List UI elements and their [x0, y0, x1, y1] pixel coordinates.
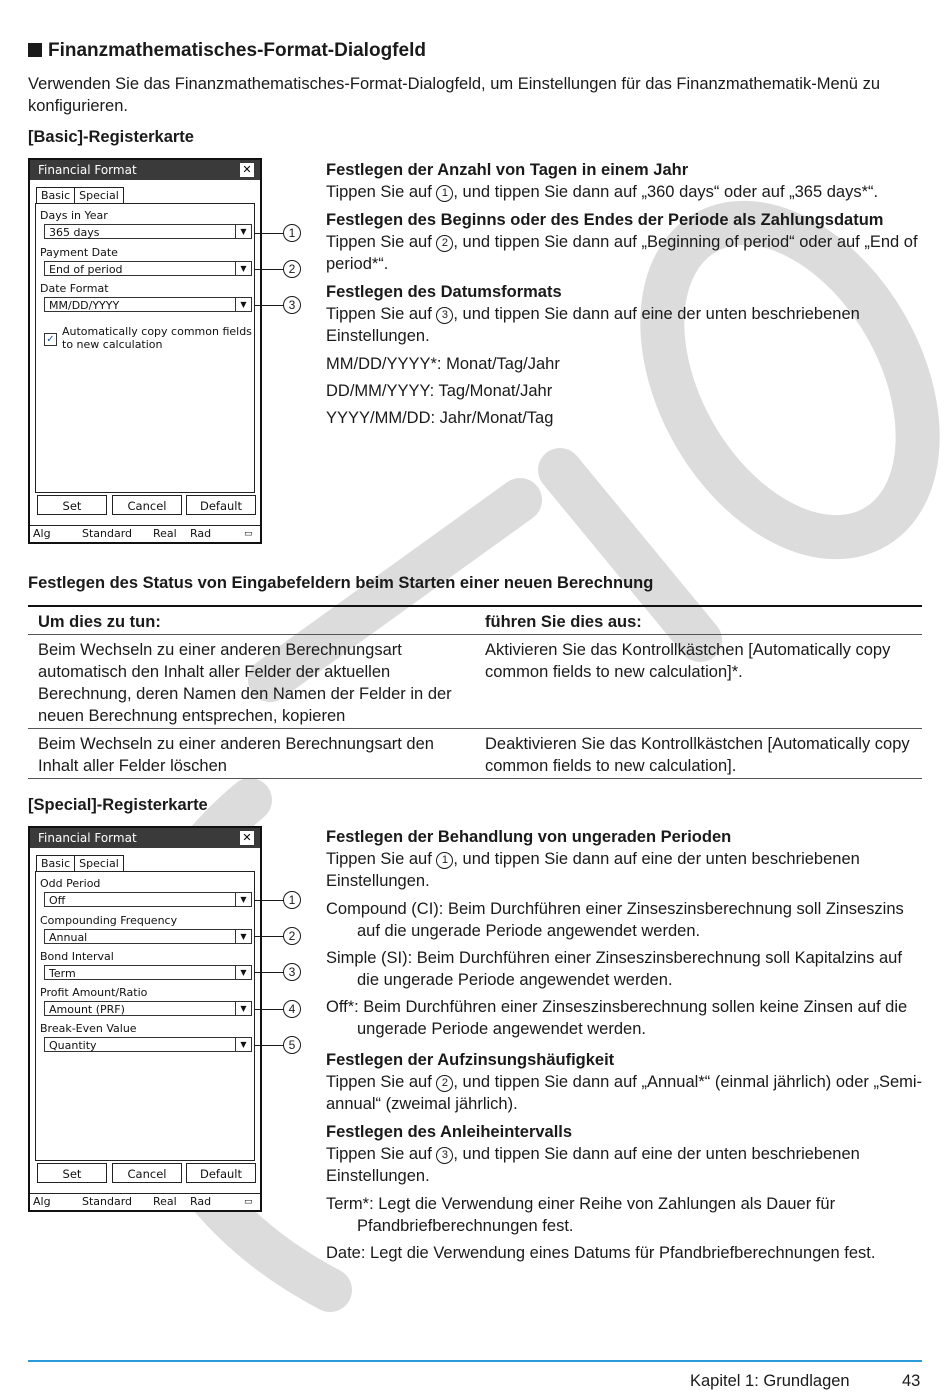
auto-copy-label: Automatically copy common fields to new calculation — [62, 325, 252, 351]
callout-3: 3 — [283, 296, 301, 314]
date-option: DD/MM/YYYY: Tag/Monat/Jahr — [326, 382, 553, 400]
window-titlebar: Financial Format ✕ — [30, 828, 260, 848]
status-heading: Festlegen des Status von Eingabefeldern beim Starten einer neuen Berechnung — [28, 574, 654, 592]
tab-special[interactable]: Special — [74, 187, 124, 203]
callout-5: 5 — [283, 1036, 301, 1054]
default-button[interactable]: Default — [186, 1163, 256, 1183]
profit-amount-select[interactable]: Amount (PRF) ▼ — [44, 1001, 252, 1016]
odd-option: Off*: Beim Durchführen einer Zinseszinsberechnung sollen keine Zinsen auf die ungerade Periode angewendet werden. — [326, 998, 908, 1038]
odd-option: Simple (SI): Beim Durchführen einer Zinseszinsberechnung soll Kapitalzins auf die ungerade Periode angewendet werden. — [326, 949, 902, 989]
bond-option: Term*: Legt die Verwendung einer Reihe von Zahlungen als Dauer für Pfandbriefberechnungen fest. — [326, 1195, 836, 1235]
callout-4: 4 — [283, 1000, 301, 1018]
break-even-select[interactable]: Quantity ▼ — [44, 1037, 252, 1052]
close-icon[interactable]: ✕ — [240, 831, 254, 845]
special-screen — [28, 826, 262, 1212]
odd-period-label: Odd Period — [40, 877, 101, 890]
special-tab-heading: [Special]-Registerkarte — [28, 796, 208, 814]
basic-screen — [28, 158, 262, 544]
settings-panel — [35, 203, 255, 493]
compounding-frequency-label: Compounding Frequency — [40, 914, 178, 927]
auto-copy-checkbox[interactable]: ✓ — [44, 333, 57, 346]
callout-1: 1 — [283, 891, 301, 909]
special-descriptions: Festlegen der Behandlung von ungeraden Perioden Tippen Sie auf 1 , und tippen Sie dann auf eine der unten beschriebenen Einstellungen. Compound (CI): Beim Durchführen einer Zinseszinsberechnung soll Zinseszins auf die ungerade Periode angewendet werden. Simple (SI): Beim Durchführen einer Zinseszinsberechnung soll Kapitalzins auf die ungerade Periode angewendet werden. Off*: Beim Durchführen einer Zinseszinsberechnung sollen keine Zinsen auf die ungerade Periode angewendet werden. Festlegen der Aufzinsungshäufigkeit Tippen Sie auf 2 , und tippen Sie dann auf „Annual*“ (einmal jährlich) oder „Semi-annual“ (zweimal jährlich). Festlegen des Anleiheintervalls Tippen Sie auf 3 , und tippen Sie dann auf eine der unten beschriebenen Einstellungen. Term*: Legt die Verwendung einer Reihe von Zahlungen als Dauer für Pfandbriefberechnungen fest. Date: Legt die Verwendung eines Datums für Pfandbriefberechnungen fest. — [326, 826, 926, 1269]
window-titlebar: Financial Format ✕ — [30, 160, 260, 180]
odd-option: Compound (CI): Beim Durchführen einer Zinseszinsberechnung soll Zinseszins auf die ungerade Periode angewendet werden. — [326, 900, 904, 940]
date-format-select[interactable]: MM/DD/YYYY ▼ — [44, 297, 252, 312]
status-bar: Alg Standard Real Rad ▭ — [30, 1193, 260, 1210]
chevron-down-icon: ▼ — [235, 965, 251, 980]
battery-icon: ▭ — [244, 529, 253, 539]
set-button[interactable]: Set — [37, 495, 107, 515]
days-in-year-label: Days in Year — [40, 209, 108, 222]
square-bullet-icon — [28, 43, 42, 57]
payment-date-select[interactable]: End of period ▼ — [44, 261, 252, 276]
footer-divider — [28, 1360, 922, 1362]
payment-date-label: Payment Date — [40, 246, 118, 259]
date-option: MM/DD/YYYY*: Monat/Tag/Jahr — [326, 355, 560, 373]
page-number: 43 — [902, 1372, 921, 1390]
date-format-label: Date Format — [40, 282, 109, 295]
days-in-year-select[interactable]: 365 days ▼ — [44, 224, 252, 239]
cancel-button[interactable]: Cancel — [112, 1163, 182, 1183]
profit-amount-label: Profit Amount/Ratio — [40, 986, 148, 999]
cancel-button[interactable]: Cancel — [112, 495, 182, 515]
table-row: Beim Wechseln zu einer anderen Berechnungsart den Inhalt aller Felder löschen Deaktivieren Sie das Kontrollkästchen [Automatically copy common fields to new calculation]. — [28, 729, 922, 779]
settings-table — [28, 605, 922, 779]
basic-descriptions: Festlegen der Anzahl von Tagen in einem Jahr Tippen Sie auf 1 , und tippen Sie dann auf „360 days“ oder auf „365 days*“. Festlegen des Beginns oder des Endes der Periode als Zahlungsdatum Tippen Sie auf 2 , und tippen Sie dann auf „Beginning of period“ oder auf „End of period*“. Festlegen des Datumsformats Tippen Sie auf 3 , und tippen Sie dann auf eine der unten beschriebenen Einstellungen. MM/DD/YYYY*: Monat/Tag/Jahr DD/MM/YYYY: Tag/Monat/Jahr YYYY/MM/DD: Jahr/Monat/Tag — [326, 159, 926, 434]
callout-3: 3 — [283, 963, 301, 981]
callout-2: 2 — [283, 260, 301, 278]
tab-basic[interactable]: Basic — [36, 855, 75, 871]
odd-period-select[interactable]: Off ▼ — [44, 892, 252, 907]
callout-1: 1 — [283, 224, 301, 242]
chevron-down-icon: ▼ — [235, 297, 251, 312]
settings-panel — [35, 871, 255, 1161]
status-bar: Alg Standard Real Rad ▭ — [30, 525, 260, 542]
default-button[interactable]: Default — [186, 495, 256, 515]
set-button[interactable]: Set — [37, 1163, 107, 1183]
tab-special[interactable]: Special — [74, 855, 124, 871]
bond-option: Date: Legt die Verwendung eines Datums für Pfandbriefberechnungen fest. — [326, 1244, 876, 1262]
chevron-down-icon: ▼ — [235, 224, 251, 239]
close-icon[interactable]: ✕ — [240, 163, 254, 177]
basic-tab-heading: [Basic]-Registerkarte — [28, 128, 194, 146]
date-option: YYYY/MM/DD: Jahr/Monat/Tag — [326, 409, 554, 427]
chevron-down-icon: ▼ — [235, 1037, 251, 1052]
footer-chapter: Kapitel 1: Grundlagen — [690, 1372, 850, 1390]
chevron-down-icon: ▼ — [235, 892, 251, 907]
chevron-down-icon: ▼ — [235, 929, 251, 944]
chevron-down-icon: ▼ — [235, 261, 251, 276]
break-even-label: Break-Even Value — [40, 1022, 137, 1035]
intro-text: Verwenden Sie das Finanzmathematisches-Format-Dialogfeld, um Einstellungen für das Finanzmathematik-Menü zu konfigurieren. — [28, 75, 880, 115]
tab-basic[interactable]: Basic — [36, 187, 75, 203]
bond-interval-label: Bond Interval — [40, 950, 114, 963]
bond-interval-select[interactable]: Term ▼ — [44, 965, 252, 980]
chevron-down-icon: ▼ — [235, 1001, 251, 1016]
callout-2: 2 — [283, 927, 301, 945]
table-header: Um dies zu tun: führen Sie dies aus: — [28, 605, 922, 635]
compounding-frequency-select[interactable]: Annual ▼ — [44, 929, 252, 944]
table-row: Beim Wechseln zu einer anderen Berechnungsart automatisch den Inhalt aller Felder der aktuellen Berechnung, deren Namen den Namen der Felder in der neuen Berechnung entsprechen, kopieren Aktivieren Sie das Kontrollkästchen [Automatically copy common fields to new calculation]*. — [28, 635, 922, 729]
battery-icon: ▭ — [244, 1197, 253, 1207]
section-title: Finanzmathematisches-Format-Dialogfeld — [28, 40, 426, 62]
